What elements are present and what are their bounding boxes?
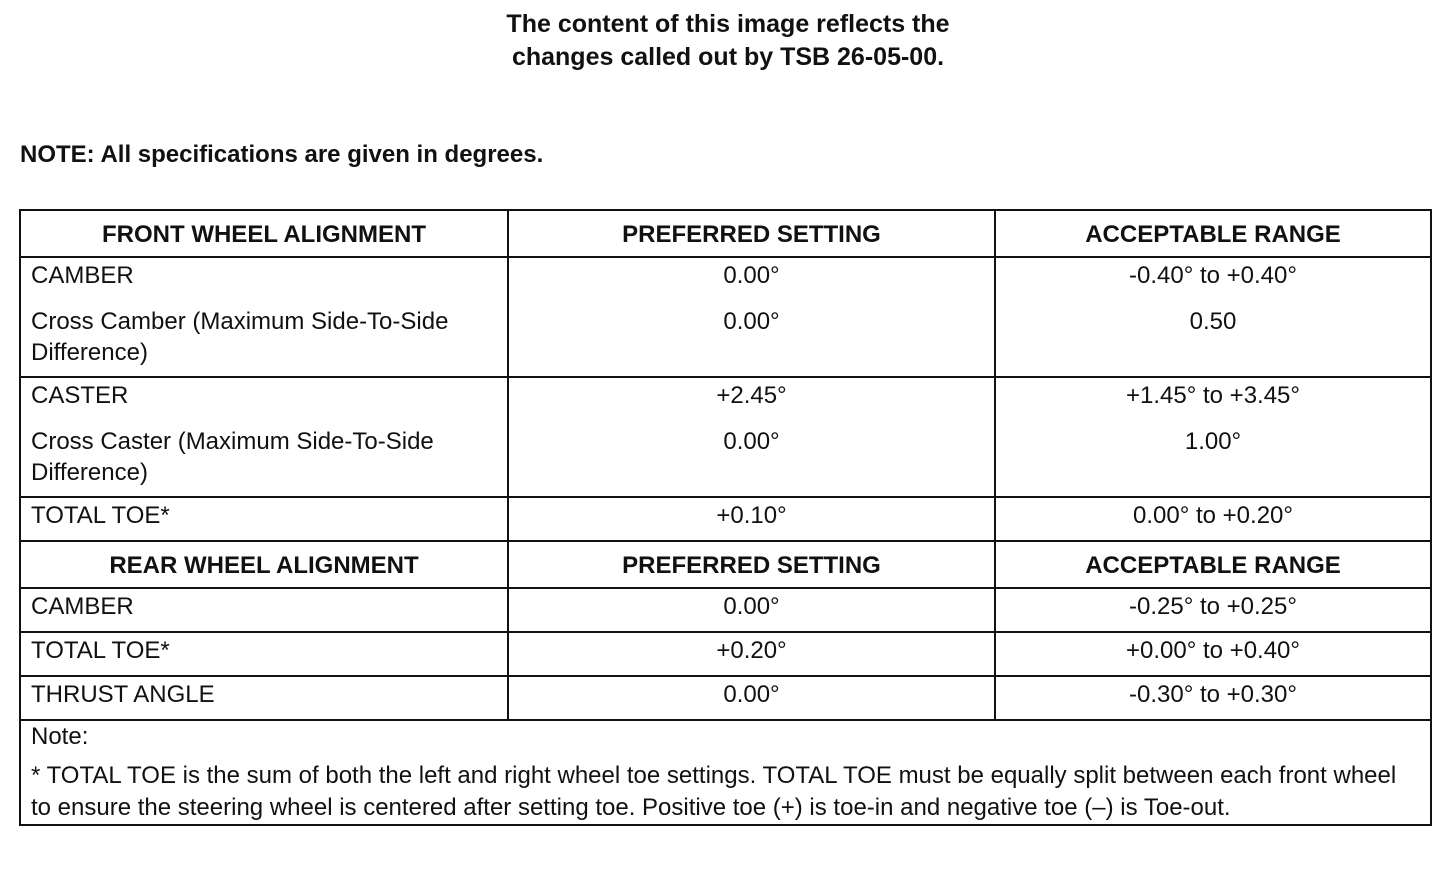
front-caster-range: +1.45° to +3.45°	[995, 377, 1431, 420]
front-header-row	[20, 210, 1431, 257]
table-row	[20, 300, 1431, 377]
rear-camber-preferred: 0.00°	[508, 588, 995, 632]
front-cross-camber-label: Cross Camber (Maximum Side-To-Side Difference)	[20, 300, 508, 377]
rear-header-row	[20, 541, 1431, 588]
rear-thrust-angle-range: -0.30° to +0.30°	[995, 676, 1431, 720]
footnote-text: * TOTAL TOE is the sum of both the left and right wheel toe settings. TOTAL TOE must be equally split between each front wheel to ensure the steering wheel is centered after setting toe. Positive toe (+) is toe-in and negative toe (–) is Toe-out.	[31, 762, 1397, 821]
table-row	[20, 420, 1431, 497]
front-caster-label: CASTER	[20, 377, 508, 420]
front-cross-camber-preferred: 0.00°	[508, 300, 995, 377]
footnote-label: Note:	[31, 723, 89, 750]
front-total-toe-label: TOTAL TOE*	[20, 497, 508, 541]
rear-header-preferred: PREFERRED SETTING	[508, 541, 995, 588]
footnote-row	[20, 720, 1431, 825]
alignment-spec-table	[19, 209, 1432, 826]
table-row	[20, 377, 1431, 420]
table-row	[20, 257, 1431, 300]
rear-total-toe-range: +0.00° to +0.40°	[995, 632, 1431, 676]
front-cross-caster-preferred: 0.00°	[508, 420, 995, 497]
table-row	[20, 497, 1431, 541]
rear-thrust-angle-label: THRUST ANGLE	[20, 676, 508, 720]
tsb-notice-line-2: changes called out by TSB 26-05-00.	[511, 43, 945, 71]
rear-header-range: ACCEPTABLE RANGE	[995, 541, 1431, 588]
rear-header-alignment: REAR WHEEL ALIGNMENT	[20, 541, 508, 588]
front-header-alignment: FRONT WHEEL ALIGNMENT	[20, 210, 508, 257]
front-header-range: ACCEPTABLE RANGE	[995, 210, 1431, 257]
front-caster-preferred: +2.45°	[508, 377, 995, 420]
rear-thrust-angle-preferred: 0.00°	[508, 676, 995, 720]
tsb-notice-line-1: The content of this image reflects the	[506, 10, 950, 38]
rear-camber-range: -0.25° to +0.25°	[995, 588, 1431, 632]
rear-camber-label: CAMBER	[20, 588, 508, 632]
front-cross-caster-range: 1.00°	[995, 420, 1431, 497]
front-camber-range: -0.40° to +0.40°	[995, 257, 1431, 300]
footnote-cell	[20, 720, 1431, 825]
rear-total-toe-preferred: +0.20°	[508, 632, 995, 676]
front-camber-preferred: 0.00°	[508, 257, 995, 300]
front-total-toe-range: 0.00° to +0.20°	[995, 497, 1431, 541]
table-row	[20, 676, 1431, 720]
front-total-toe-preferred: +0.10°	[508, 497, 995, 541]
front-header-preferred: PREFERRED SETTING	[508, 210, 995, 257]
front-camber-label: CAMBER	[20, 257, 508, 300]
front-cross-caster-label: Cross Caster (Maximum Side-To-Side Difference)	[20, 420, 508, 497]
table-row	[20, 632, 1431, 676]
rear-total-toe-label: TOTAL TOE*	[20, 632, 508, 676]
tsb-notice	[0, 8, 1456, 74]
front-cross-camber-range: 0.50	[995, 300, 1431, 377]
table-row	[20, 588, 1431, 632]
degrees-note: NOTE: All specifications are given in degrees.	[20, 141, 544, 168]
